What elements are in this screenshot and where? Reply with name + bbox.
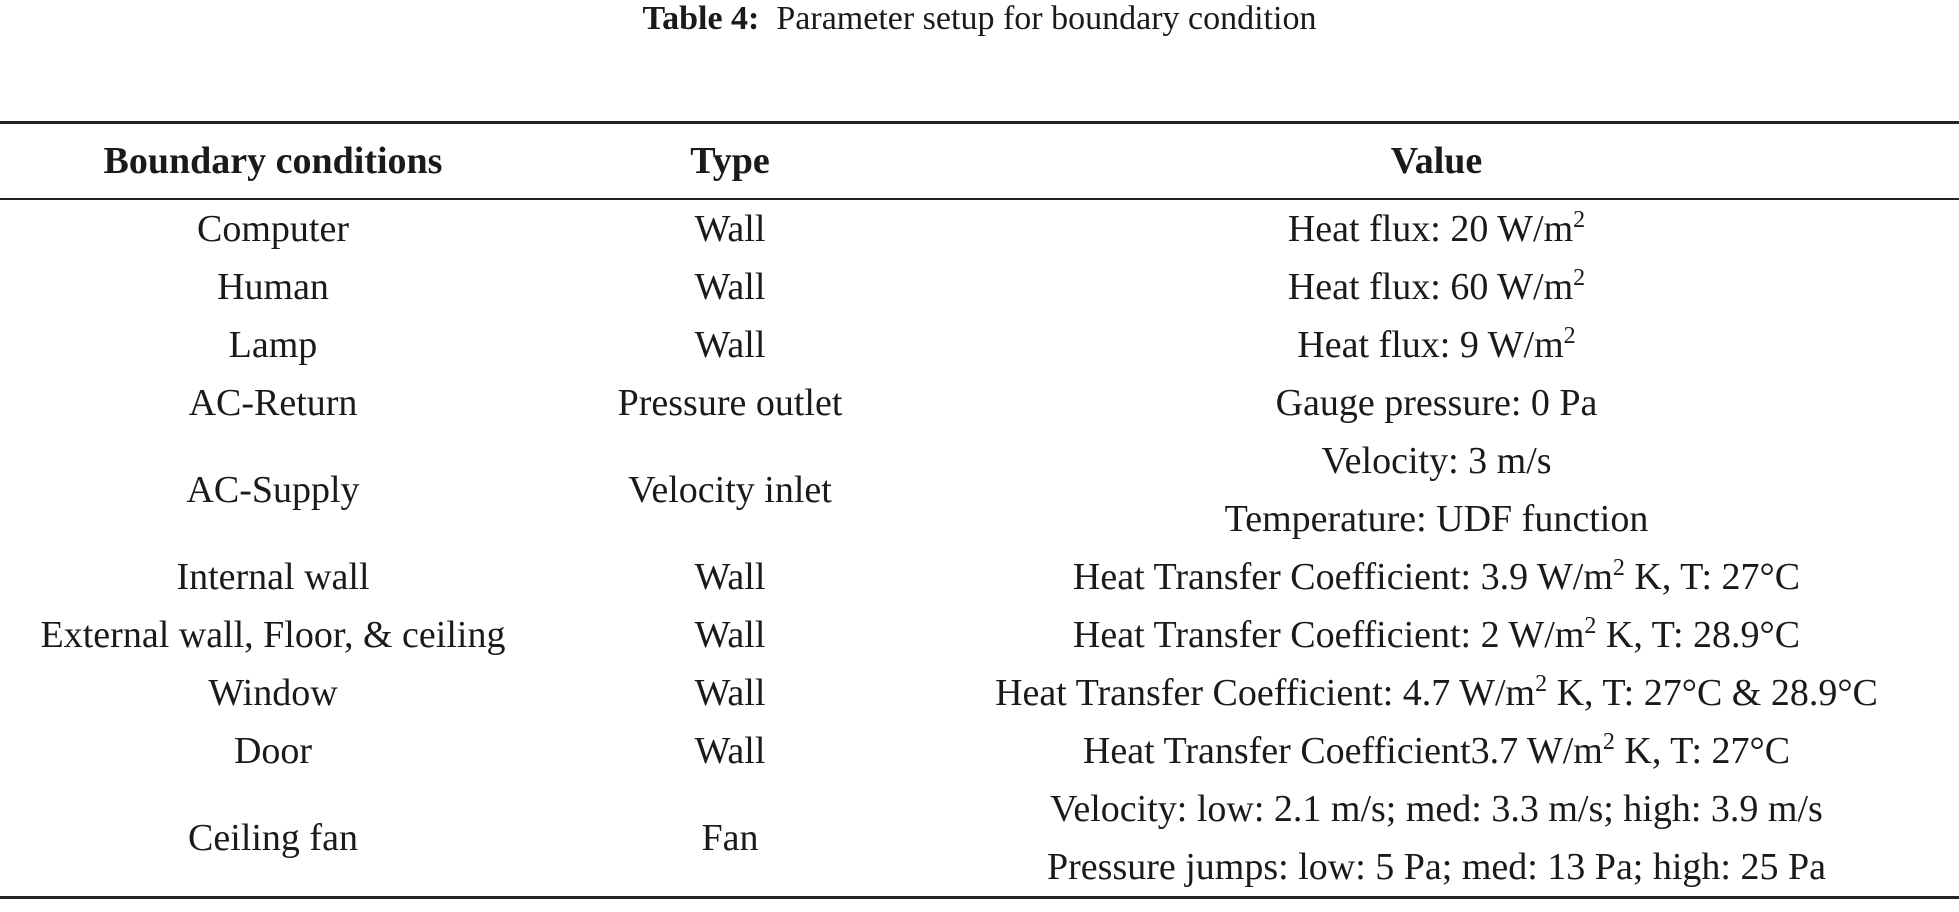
table-header [0,123,1959,200]
table-row [0,199,1959,258]
header-boundary-conditions: Boundary conditions [103,140,443,182]
value-line [914,780,1959,838]
header-value: Value [1390,140,1483,182]
value-line [914,316,1959,374]
cell-boundary-condition: Computer [197,208,349,250]
cell-type: Wall [694,266,766,308]
table-row [0,258,1959,316]
cell-value [914,258,1959,316]
cell-type: Velocity inlet [628,469,832,511]
value-line [914,664,1959,722]
cell-value [914,548,1959,606]
cell-value [914,199,1959,258]
cell-boundary-condition: Human [217,266,329,308]
cell-type: Wall [694,556,766,598]
cell-boundary-condition: AC-Return [188,382,358,424]
table-caption-title: Parameter setup for boundary condition [776,0,1317,37]
value-line [914,258,1959,316]
cell-type: Wall [694,730,766,772]
value-line [914,200,1959,258]
value-line [914,432,1959,490]
cell-type: Wall [694,614,766,656]
value-text-suffix: K, T: 27°C [1614,730,1791,772]
cell-boundary-condition: AC-Supply [186,469,360,511]
value-line [914,490,1959,548]
table-row [0,316,1959,374]
table-row [0,722,1959,780]
cell-type: Wall [694,324,766,366]
cell-boundary-condition: Ceiling fan [188,817,358,859]
value-superscript: 2 [1535,671,1548,697]
value-line [914,606,1959,664]
cell-value [914,374,1959,432]
value-superscript: 2 [1573,265,1586,291]
value-text: Velocity: low: 2.1 m/s; med: 3.3 m/s; high: 3.9 m/s [1050,788,1823,830]
value-text: Heat flux: 20 W/m [1287,208,1574,250]
table-row [0,780,1959,898]
value-text-suffix: K, T: 27°C & 28.9°C [1547,672,1878,714]
table-body [0,199,1959,898]
cell-boundary-condition: Lamp [228,324,318,366]
value-text: Heat flux: 9 W/m [1297,324,1564,366]
value-text: Pressure jumps: low: 5 Pa; med: 13 Pa; high: 25 Pa [1047,846,1826,888]
value-superscript: 2 [1602,729,1615,755]
boundary-conditions-table [0,121,1959,899]
table-row [0,374,1959,432]
table-caption-label: Table 4: [642,0,760,37]
value-text: Velocity: 3 m/s [1321,440,1552,482]
value-line [914,722,1959,780]
table-caption [0,0,1959,38]
value-line [914,838,1959,896]
value-text: Heat Transfer Coefficient: 3.9 W/m [1072,556,1613,598]
cell-boundary-condition: Window [208,672,338,714]
table-row [0,606,1959,664]
table-row [0,664,1959,722]
cell-value [914,432,1959,548]
value-text-suffix: K, T: 28.9°C [1596,614,1801,656]
value-text: Heat flux: 60 W/m [1287,266,1574,308]
value-superscript: 2 [1584,613,1597,639]
cell-value [914,722,1959,780]
cell-boundary-condition: Internal wall [176,556,370,598]
value-text: Heat Transfer Coefficient3.7 W/m [1082,730,1603,772]
cell-type: Wall [694,208,766,250]
cell-type: Fan [701,817,759,859]
table-row [0,548,1959,606]
value-line [914,548,1959,606]
cell-value [914,606,1959,664]
value-text: Heat Transfer Coefficient: 2 W/m [1072,614,1585,656]
value-line [914,374,1959,432]
cell-type: Wall [694,672,766,714]
value-superscript: 2 [1573,207,1586,233]
header-type: Type [690,140,770,182]
value-text: Gauge pressure: 0 Pa [1275,382,1598,424]
cell-value [914,664,1959,722]
cell-boundary-condition: External wall, Floor, & ceiling [40,614,506,656]
cell-boundary-condition: Door [233,730,313,772]
value-superscript: 2 [1612,555,1625,581]
value-text-suffix: K, T: 27°C [1624,556,1801,598]
table-row [0,432,1959,548]
table-header-row [0,123,1959,200]
value-text: Temperature: UDF function [1224,498,1649,540]
value-text: Heat Transfer Coefficient: 4.7 W/m [995,672,1536,714]
value-superscript: 2 [1563,323,1576,349]
cell-value [914,316,1959,374]
cell-value [914,780,1959,898]
cell-type: Pressure outlet [617,382,843,424]
